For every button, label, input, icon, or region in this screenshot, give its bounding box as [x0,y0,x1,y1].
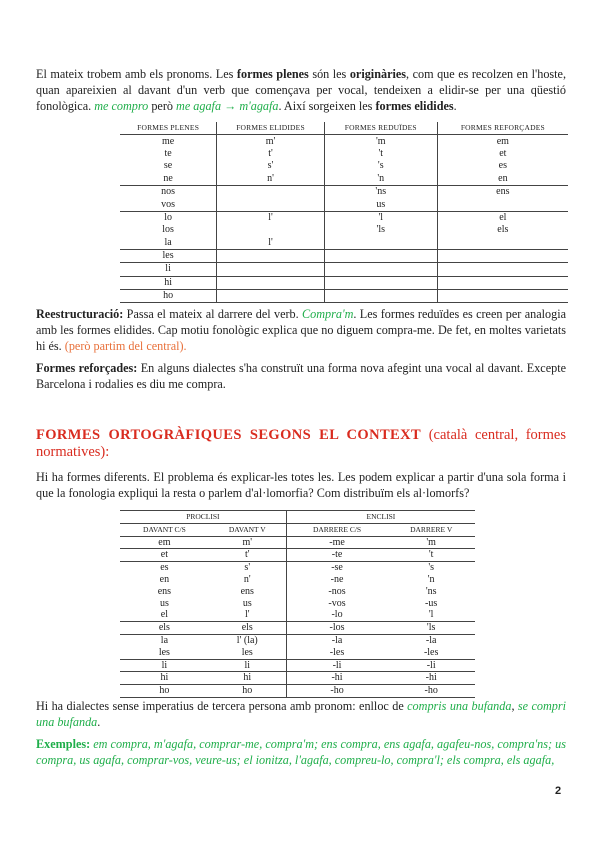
table-cell: -lo [286,609,387,621]
table-cell: -vos [286,598,387,610]
table-row [120,224,568,236]
table-cell: -li [286,659,387,672]
table-cell: me [161,135,175,147]
table-cell: -ne [286,574,387,586]
section-heading [36,427,566,461]
table-cell: -me [286,536,387,549]
table-cell: 't [324,148,437,160]
table-cell [324,290,437,303]
table-cell [324,276,437,289]
intro-text: però [148,99,177,113]
table-row [120,249,568,262]
table-cell [217,185,325,198]
section-title: FORMES ORTOGRÀFIQUES SEGONS EL CONTEXT [36,427,422,443]
header-proclisi: PROCLISI [120,511,286,524]
intro-bold-original: originàries [349,67,407,81]
table-cell: 'ns [324,185,437,198]
header-reinforced-forms: FORMES REFORÇADES [437,122,568,135]
intro-bold-full-forms: formes plenes [236,67,309,81]
restructuring-text: Passa el mateix al darrere del verb. [123,307,303,321]
page-number: 2 [555,785,562,797]
table-cell: us [242,597,252,609]
table-row [120,211,568,224]
examples-label: Exemples: [36,737,91,751]
intro-text: són les [308,67,350,81]
dialects-text: . [97,715,101,729]
table-row [120,263,568,276]
table-cell: nos [120,185,217,198]
table-cell [437,237,568,250]
table-row [120,198,568,211]
table-cell: els [437,224,568,236]
table-cell: los [162,224,174,236]
table-cell: l' [217,211,325,224]
dialects-text: Hi ha dialectes sense imperatius de tercera persona amb pronom: enlloc de [36,699,408,713]
table-cell: li [209,659,286,672]
table-cell: n' [217,173,325,186]
table-cell [437,263,568,276]
dialects-example-2: se compri una bufanda [36,699,566,729]
table-cell: -los [286,622,387,635]
table-cell: ne [163,172,173,184]
intro-example-2: me agafa → m'agafa [176,99,279,113]
intro-text: . [453,99,457,113]
table-cell: -hi [286,672,387,685]
table-cell: se [163,160,173,172]
table-row [120,185,568,198]
table-row [120,276,568,289]
table-cell: hi [120,672,209,685]
table-cell [324,249,437,262]
header-elided-forms: FORMES ELIDIDES [217,122,325,135]
table-cell: 's [324,160,437,172]
table-cell [324,237,437,250]
table-cell: les [120,249,217,262]
dialects-text: , [511,699,518,713]
table-cell: la [164,236,172,248]
table-cell: en [437,173,568,186]
table-cell: 't [387,549,475,562]
table-cell: ho [120,685,209,698]
table-cell: -ho [286,685,387,698]
section-title-note: (català central, formes normatives): [36,427,566,460]
table-cell: les [158,646,170,658]
table-cell: hi [209,672,286,685]
table-cell: l' [217,237,325,250]
table-cell: 'n [427,574,435,586]
table-row [120,148,568,160]
intro-paragraph [36,66,566,114]
table-cell: 'm [324,135,437,148]
orthographic-forms-table [120,510,475,698]
table-cell: -nos [286,586,387,598]
intro-text: . Així sorgeixen les [278,99,376,113]
table-row [120,536,475,549]
table-cell: la [120,634,209,646]
table-cell: m' [217,135,325,148]
table-row [120,609,475,621]
table-cell [437,249,568,262]
table-cell [437,198,568,211]
table-cell: -te [286,549,387,562]
reinforced-label: Formes reforçades: [36,361,138,375]
restructuring-paragraph [36,306,566,354]
header-before-cs: DAVANT C/S [120,523,209,536]
table-cell: -hi [387,672,475,685]
table-cell: em [437,135,568,148]
table-cell: hi [120,276,217,289]
table-cell: 'm [426,536,436,548]
examples-paragraph [36,736,566,768]
table-cell: et [437,148,568,160]
table-cell [324,263,437,276]
examples-text: em compra, m'agafa, comprar-me, compra'm; ens compra, ens agafa, agafeu-nos, compra'ns; us compra, us agafa, comprar-vos, veure-us; el ionitza, l'agafa, compreu-lo, compra'l; els compra, els agafa, [36,737,566,767]
table-cell: es [437,160,568,172]
table-cell: 'ns [425,585,437,597]
table-cell: ens [240,585,254,597]
table-cell: -ho [387,685,475,698]
table-cell: t' [217,148,325,160]
table-row [120,135,568,148]
table-cell: us [159,597,169,609]
reinforced-paragraph [36,360,566,392]
table-cell: -la [286,634,387,646]
table-cell: -se [286,562,387,574]
table-cell: us [324,198,437,211]
restructuring-label: Reestructuració: [36,307,124,321]
table-cell [217,276,325,289]
header-full-forms: FORMES PLENES [120,122,217,135]
table-cell: 'l [428,609,434,621]
table-row [120,549,475,562]
table-cell: els [209,622,286,635]
table-cell: 'l [324,211,437,224]
table-cell: ho [209,685,286,698]
table-cell: n' [243,574,251,586]
table-cell: ho [120,290,217,303]
header-after-v: DARRERE V [387,523,475,536]
table-cell: 's [387,562,475,574]
restructuring-example: Compra'm [302,307,354,321]
restructuring-text: . Les formes reduïdes es creen per analogia amb les formes elidides. Cap motiu fonològic explica que no diguem compra-me. De fet, en moltes varietats hi és. [36,307,566,353]
table-row [120,574,475,586]
pronoun-forms-table [120,122,568,303]
table-cell: s' [209,562,286,574]
table-row [120,160,568,172]
table-cell [217,198,325,211]
table-row [120,622,475,635]
table-cell: l' (la) [209,634,286,646]
table-cell: ens [437,185,568,198]
table-row [120,237,568,250]
table-cell: -li [387,659,475,672]
table-cell [217,224,325,236]
table-row [120,290,568,303]
intro-example-1: me compro [94,99,149,113]
table-row [120,647,475,659]
dialects-paragraph [36,698,566,730]
table-cell: em [158,536,171,548]
table-cell: s' [217,160,325,172]
table-row [120,685,475,698]
table-cell: es [120,562,209,574]
table-cell: 'ls [324,224,437,236]
restructuring-note: (però partim del central). [64,339,187,353]
table-cell: m' [242,536,253,548]
table-row [120,672,475,685]
reinforced-text: En alguns dialectes s'ha construït una forma nova afegint una vocal al davant. Excepte Barcelona i rodalies es diu me compra. [36,361,567,391]
table-cell: 'n [324,173,437,186]
table-row [120,634,475,646]
dialects-example-1: compris una bufanda [407,699,512,713]
table-cell [437,276,568,289]
table-cell: t' [209,549,286,562]
table-cell: en [159,574,170,586]
allomorphs-paragraph: Hi ha formes diferents. El problema és explicar-les totes les. Les podem explicar a partir d'una sola forma i que la fonologia expliqui la resta o parlem d'al·lomorfia? Com distribuïm els al·lomorfs? [36,470,566,500]
table-cell: -les [286,647,387,659]
table-cell [217,263,325,276]
table-cell: li [120,263,217,276]
table-cell [217,290,325,303]
table-cell: et [120,549,209,562]
table-cell: -les [423,646,439,658]
header-before-v: DAVANT V [209,523,286,536]
table-cell: el [160,609,169,621]
table-cell: vos [161,198,176,210]
intro-bold-elided: formes elidides [375,99,454,113]
table-cell: 'ls [387,622,475,635]
intro-text: , com que es recolzen en l'hoste, quan apareixien al davant d'un verb que començava per vocal, tendeixen a elidir-se per una qüestió fonològica. [36,67,567,113]
table-cell: l' [244,609,250,621]
header-enclisi: ENCLISI [286,511,475,524]
header-reduced-forms: FORMES REDUÏDES [324,122,437,135]
table-cell: te [164,147,172,159]
table-row [120,562,475,574]
table-row [120,173,568,186]
table-cell [217,249,325,262]
table-cell: -la [387,634,475,646]
header-after-cs: DARRERE C/S [286,523,387,536]
table-row [120,598,475,610]
intro-text: El mateix trobem amb els pronoms. Les [36,67,237,81]
table-cell: li [120,659,209,672]
table-row [120,586,475,598]
table-cell [437,290,568,303]
table-cell: lo [120,211,217,224]
table-row [120,659,475,672]
table-cell: el [437,211,568,224]
table-cell: -us [425,597,438,609]
table-cell: les [241,646,253,658]
table-cell: ens [157,585,172,597]
table-cell: els [120,622,209,635]
